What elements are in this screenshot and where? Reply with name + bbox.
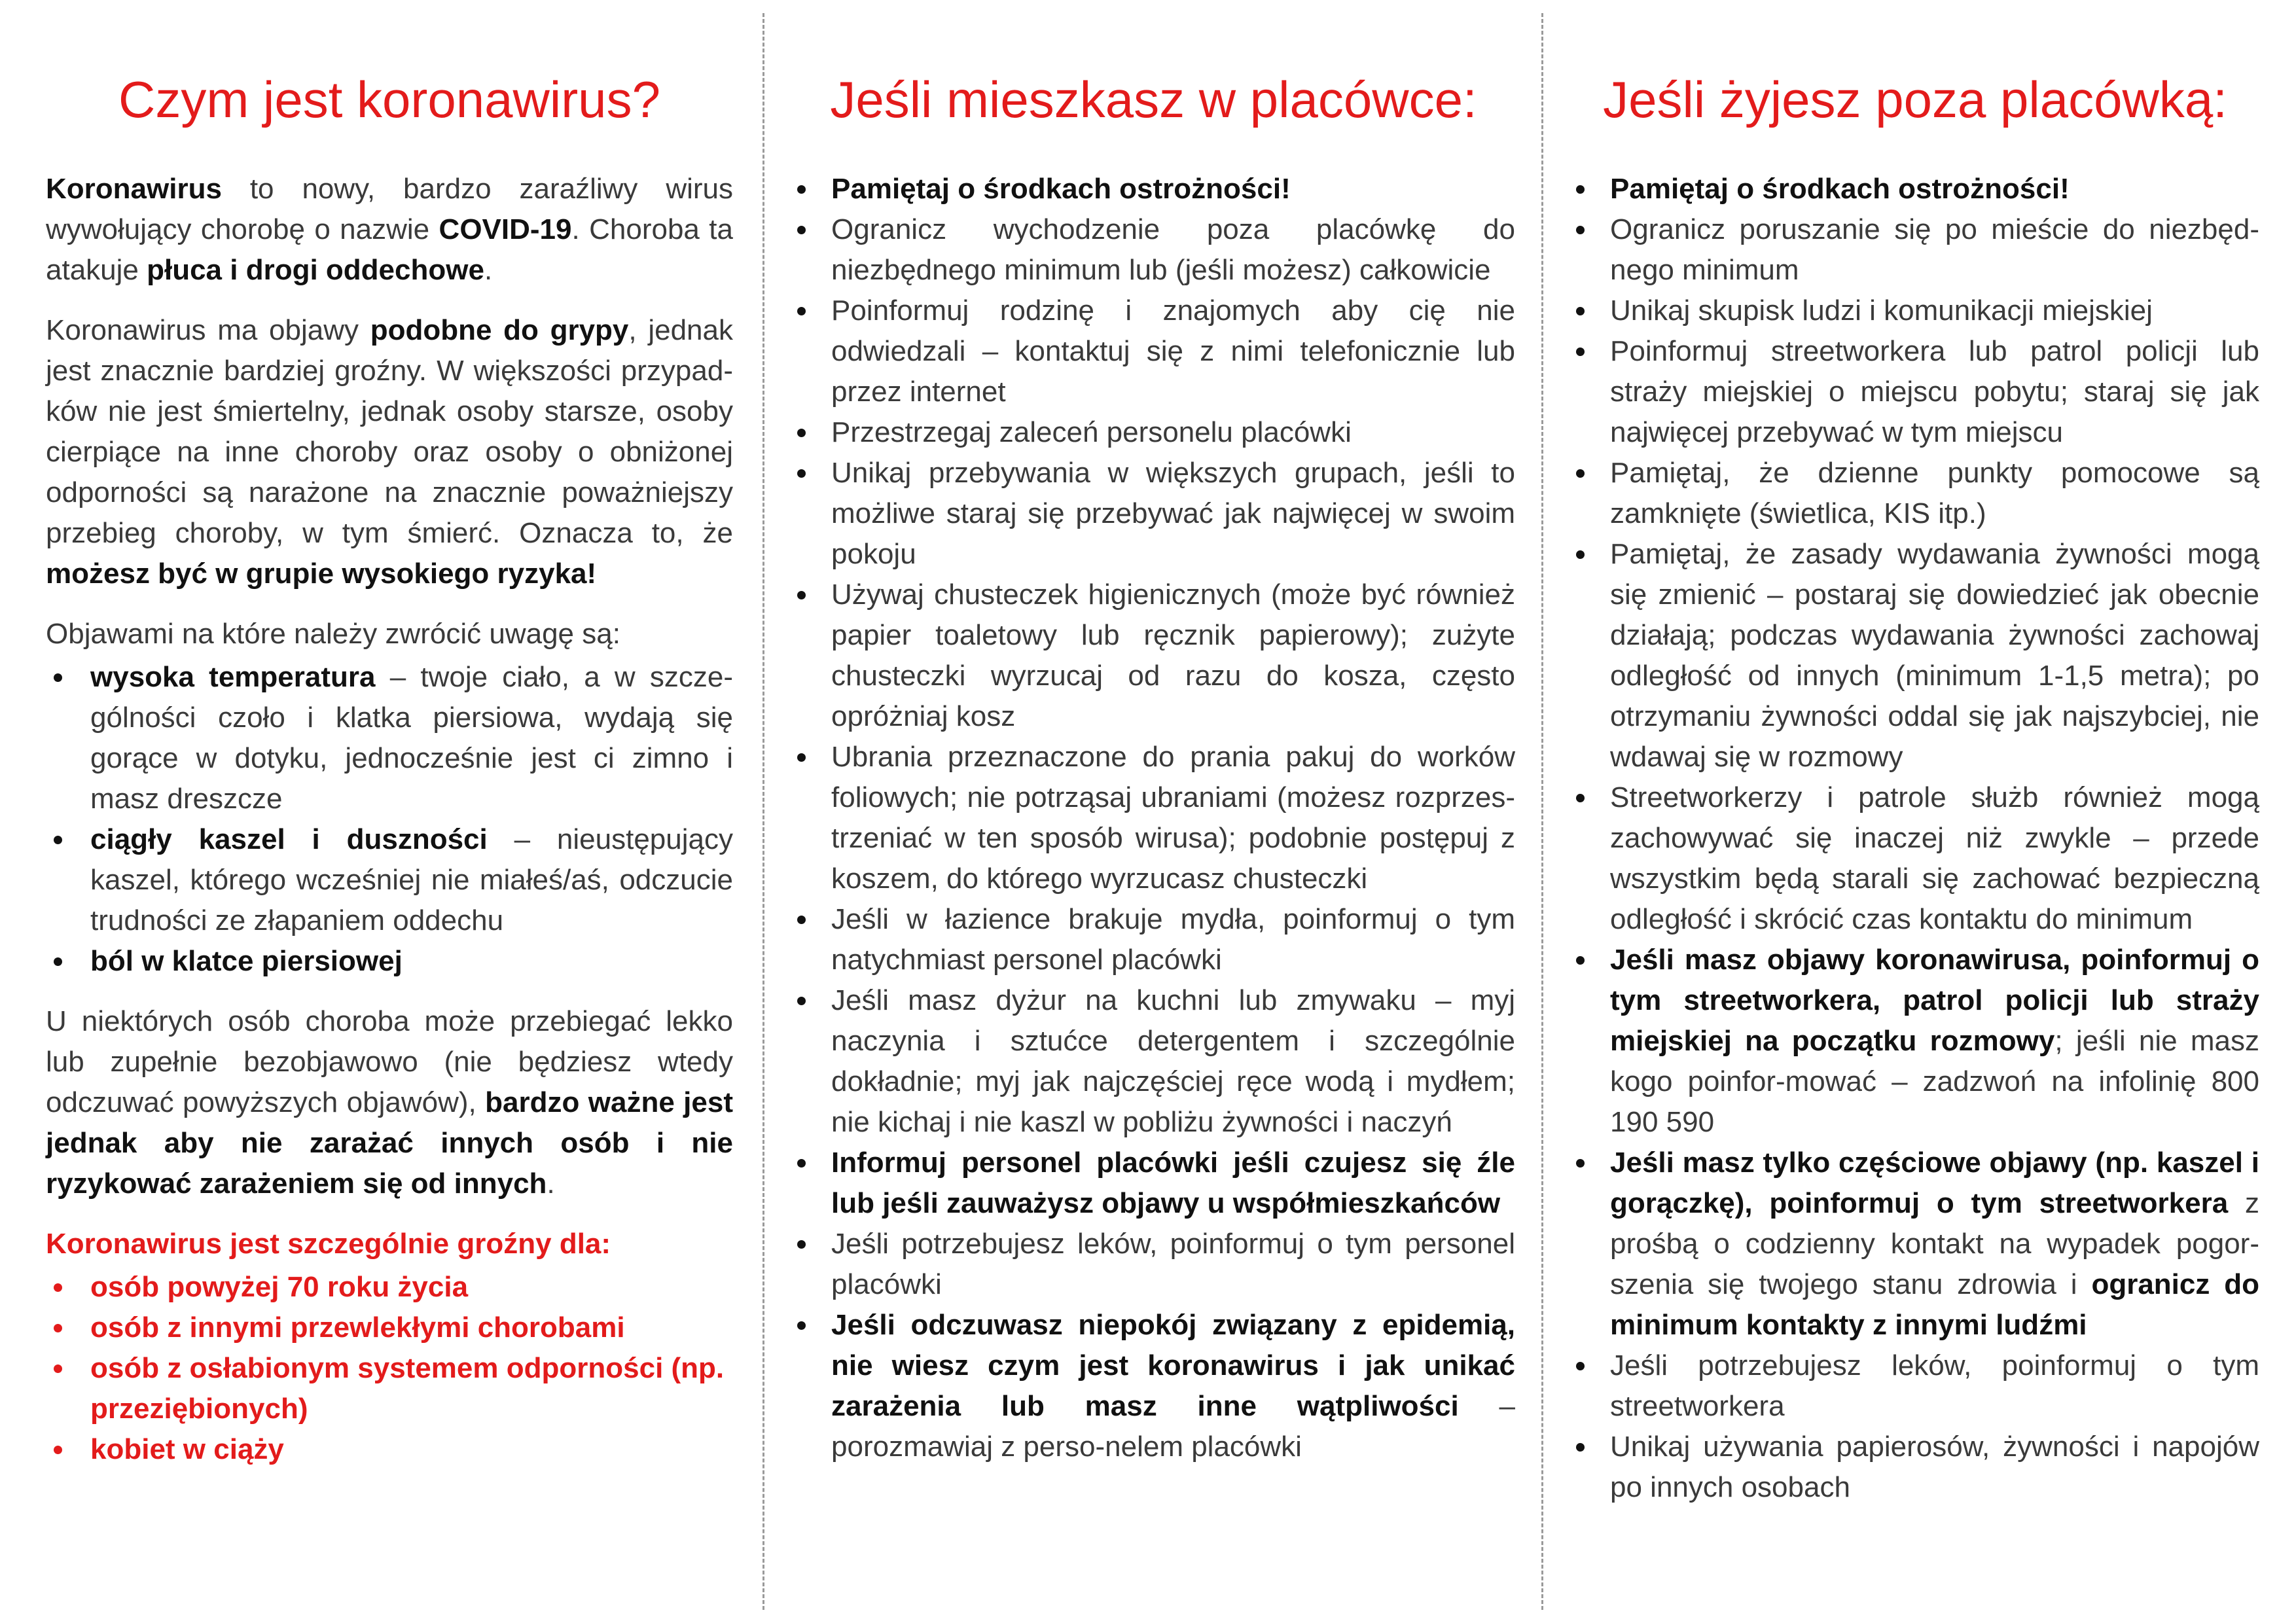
column-content: [46, 169, 733, 1489]
list-item: osób z osłabionym systemem odporności (np. przeziębionych): [46, 1348, 733, 1429]
list-item: Pamiętaj o środkach ostrożności!: [792, 169, 1515, 209]
symptoms-list: [46, 657, 733, 982]
column-living-in-facility: [792, 0, 1515, 1623]
list-item: Pamiętaj, że zasady wydawania żywności mogą się zmienić – postaraj się dowiedzieć jak obecnie działają; podczas wydawania żywności zachowaj odległość od innych (minimum 1-1,5 metra); po otrzymaniu żywności oddal się jak najszybciej, nie wdawaj się w rozmowy: [1571, 534, 2259, 777]
symptoms-intro: Objawami na które należy zwrócić uwagę są:: [46, 618, 620, 650]
column-living-outside-facility: [1571, 0, 2259, 1623]
list-item: Jeśli w łazience brakuje mydła, poinformuj o tym natychmiast personel placówki: [792, 899, 1515, 980]
list-item: Streetworkerzy i patrole służb również mogą zachowywać się inaczej niż zwykle – przede wszystkim będą starali się zachować bezpieczną odległość i skrócić czas kontaktu do minimum: [1571, 777, 2259, 940]
list-item: Jeśli odczuwasz niepokój związany z epidemią, nie wiesz czym jest koronawirus i jak unikać zarażenia lub masz inne wątpliwości – porozmawiaj z perso-nelem placówki: [792, 1305, 1515, 1467]
list-item: ból w klatce piersiowej: [46, 941, 733, 982]
list-item: Poinformuj rodzinę i znajomych aby cię nie odwiedzali – kontaktuj się z nimi telefonicznie lub przez internet: [792, 291, 1515, 412]
list-item: Pamiętaj o środkach ostrożności!: [1571, 169, 2259, 209]
list-item: ciągły kaszel i duszności – nieustępujący kaszel, którego wcześniej nie miałeś/aś, odczucie trudności ze złapaniem oddechu: [46, 819, 733, 941]
list-item: osób z innymi przewlekłymi chorobami: [46, 1308, 733, 1348]
list-item: Ogranicz wychodzenie poza placówkę do niezbędnego minimum lub (jeśli możesz) całkowicie: [792, 209, 1515, 291]
danger-heading: Koronawirus jest szczególnie groźny dla:: [46, 1228, 611, 1260]
list-item: Jeśli masz tylko częściowe objawy (np. kaszel i gorączkę), poinformuj o tym streetworkera z prośbą o codzienny kontakt na wypadek pogor-szenia się twojego stanu zdrowia i ogranicz do minimum kontakty z innymi ludźmi: [1571, 1143, 2259, 1346]
intro-paragraph: Koronawirus to nowy, bardzo zaraźliwy wirus wywołujący chorobę o nazwie COVID-19. Choroba ta atakuje płuca i drogi oddechowe.: [46, 173, 733, 286]
column-content: [792, 169, 1515, 1487]
list-item: Jeśli masz dyżur na kuchni lub zmywaku – myj naczynia i sztućce detergentem i szczególnie dokładnie; myj jak najczęściej ręce wodą i mydłem; nie kichaj i nie kaszl w pobliżu żywności i naczyń: [792, 980, 1515, 1143]
outside-advice-list: [1571, 169, 2259, 1508]
column-title: Czym jest koronawirus?: [118, 71, 660, 128]
list-item: Używaj chusteczek higienicznych (może być również papier toaletowy lub ręcznik papierowy); zużyte chusteczki wyrzucaj od razu do kosza, często opróżniaj kosz: [792, 575, 1515, 737]
list-item: Unikaj przebywania w większych grupach, jeśli to możliwe staraj się przebywać jak najwięcej w swoim pokoju: [792, 453, 1515, 575]
list-item: wysoka temperatura – twoje ciało, a w szcze-gólności czoło i klatka piersiowa, wydają się gorące w dotyku, jednocześnie jest ci zimno i masz dreszcze: [46, 657, 733, 819]
list-item: Ogranicz poruszanie się po mieście do niezbęd-nego minimum: [1571, 209, 2259, 291]
column-about-coronavirus: [46, 0, 733, 1623]
risk-paragraph: Koronawirus ma objawy podobne do grypy, jednak jest znacznie bardziej groźny. W większości przypad-ków nie jest śmiertelny, jednak osoby starsze, osoby cierpiące na inne choroby oraz osoby o obniżonej odporności są narażone na znacznie poważniejszy przebieg choroby, w tym śmierć. Oznacza to, że możesz być w grupie wysokiego ryzyka!: [46, 314, 733, 590]
list-item: Ubrania przeznaczone do prania pakuj do worków foliowych; nie potrząsaj ubraniami (możesz rozprzes-trzeniać w ten sposób wirusa); podobnie postępuj z koszem, do którego wyrzucasz chusteczki: [792, 737, 1515, 899]
column-divider: [1541, 13, 1543, 1610]
list-item: Pamiętaj, że dzienne punkty pomocowe są zamknięte (świetlica, KIS itp.): [1571, 453, 2259, 534]
list-item: Jeśli potrzebujesz leków, poinformuj o tym personel placówki: [792, 1224, 1515, 1305]
list-item: osób powyżej 70 roku życia: [46, 1267, 733, 1308]
list-item: kobiet w ciąży: [46, 1429, 733, 1470]
column-divider: [762, 13, 764, 1610]
column-title: Jeśli żyjesz poza placówką:: [1603, 71, 2227, 128]
list-item: Unikaj używania papierosów, żywności i napojów po innych osobach: [1571, 1427, 2259, 1508]
column-content: [1571, 169, 2259, 1527]
asymptomatic-paragraph: U niektórych osób choroba może przebiegać lekko lub zupełnie bezobjawowo (nie będziesz wtedy odczuwać powyższych objawów), bardzo ważne jest jednak aby nie zarażać innych osób i nie ryzykować zarażeniem się od innych.: [46, 1005, 733, 1200]
list-item: Przestrzegaj zaleceń personelu placówki: [792, 412, 1515, 453]
list-item: Poinformuj streetworkera lub patrol policji lub straży miejskiej o miejscu pobytu; staraj się jak najwięcej przebywać w tym miejscu: [1571, 331, 2259, 453]
list-item: Jeśli masz objawy koronawirusa, poinformuj o tym streetworkera, patrol policji lub straży miejskiej na początku rozmowy; jeśli nie masz kogo poinfor-mować – zadzwoń na infolinię 800 190 590: [1571, 940, 2259, 1143]
column-title: Jeśli mieszkasz w placówce:: [830, 71, 1477, 128]
list-item: Unikaj skupisk ludzi i komunikacji miejskiej: [1571, 291, 2259, 331]
list-item: Jeśli potrzebujesz leków, poinformuj o tym streetworkera: [1571, 1346, 2259, 1427]
danger-list: [46, 1267, 733, 1470]
facility-advice-list: [792, 169, 1515, 1467]
list-item: Informuj personel placówki jeśli czujesz się źle lub jeśli zauważysz objawy u współmieszkańców: [792, 1143, 1515, 1224]
